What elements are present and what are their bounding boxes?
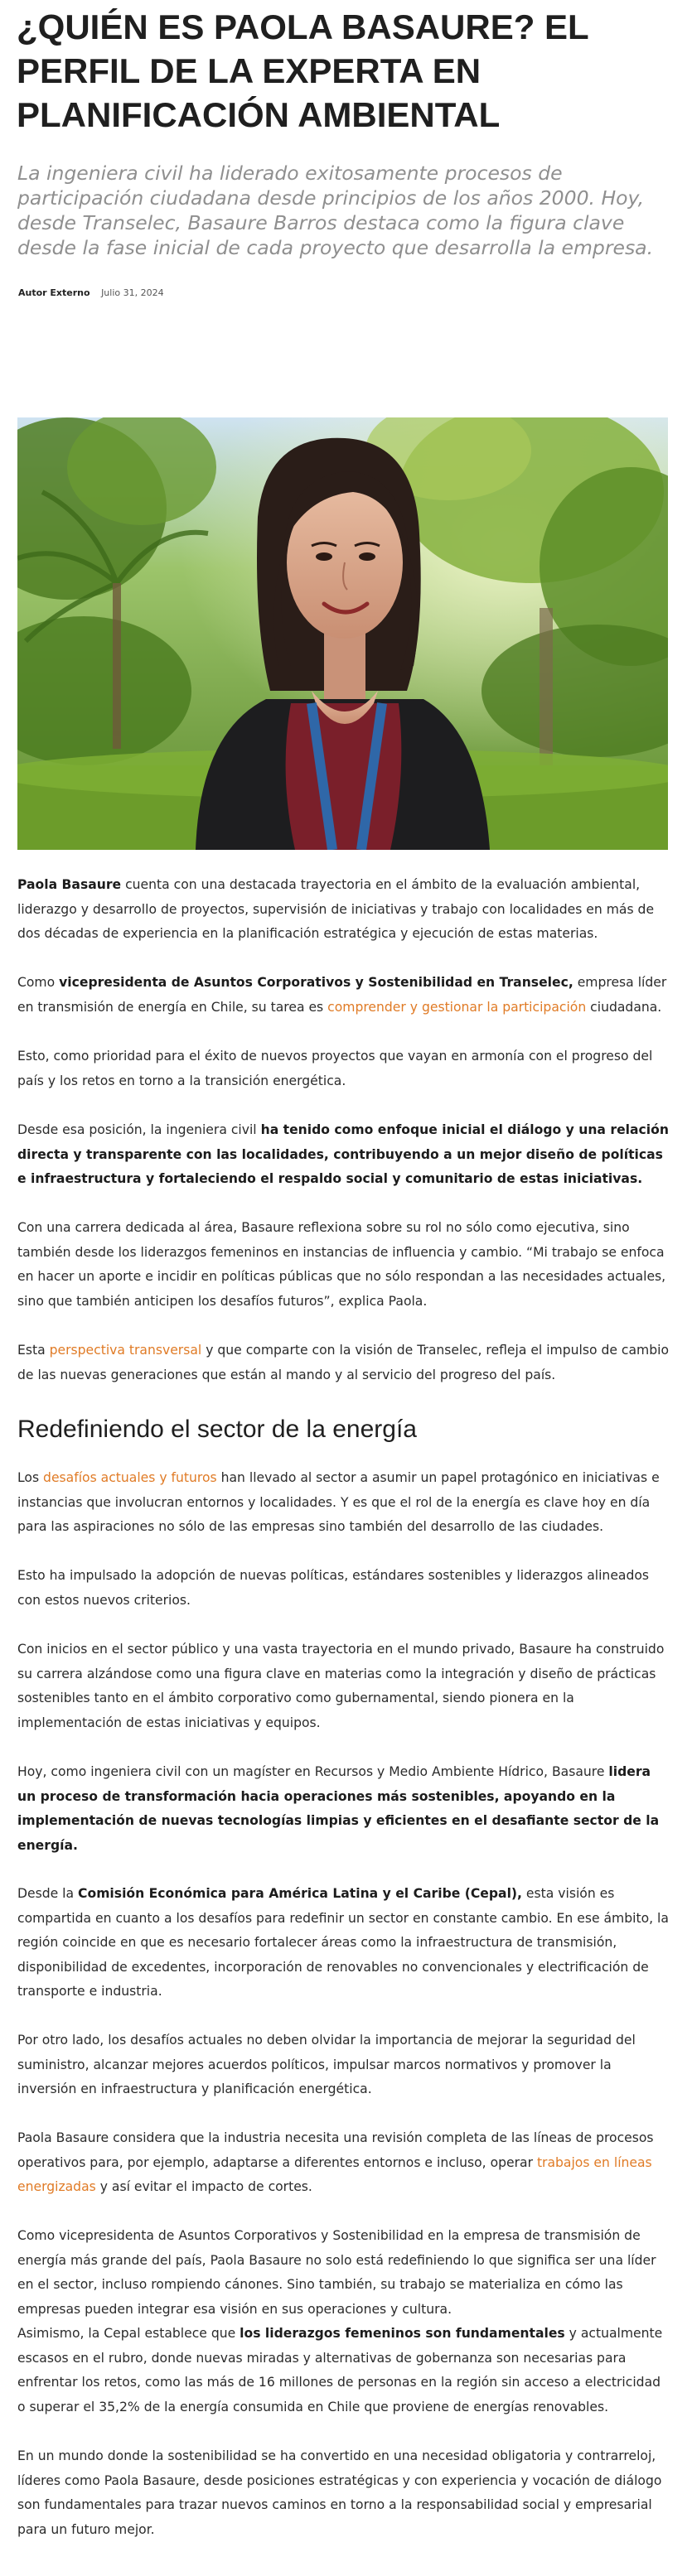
paragraph-15 <box>17 2322 670 2419</box>
paragraph-15-pre: Asimismo, la Cepal establece que <box>17 2326 240 2341</box>
paragraph-15-post: y actualmente escasos en el rubro, donde nuevas miradas y alternativas de gobernanza son necesarias para enfrentar los retos, como las más de 16 millones de personas en la región sin acceso a electricidad o superar el 35,2% de la energía consumida en Chile que proviene de energías renovables. <box>17 2326 663 2414</box>
paragraph-8: Esto ha impulsado la adopción de nuevas políticas, estándares sostenibles y liderazgos alineados con estos nuevos criterios. <box>17 1568 650 1608</box>
paragraph-7-pre: Los <box>17 1470 44 1485</box>
paragraph-4-pre: Desde esa posición, la ingeniera civil <box>17 1122 261 1137</box>
hero-image <box>17 417 668 850</box>
paragraph-1-strong: Paola Basaure <box>17 877 122 892</box>
tree-trunk <box>540 608 553 774</box>
paragraph-2 <box>17 971 670 1020</box>
paragraph-2-strong: vicepresidenta de Asuntos Corporativos y Sostenibilidad en Transelec, <box>59 975 573 990</box>
paragraph-6-post: y que comparte con la visión de Transelec, refleja el impulso de cambio de las nuevas generaciones que están al mando y al servicio del progreso del país. <box>17 1343 670 1382</box>
paragraph-13-post: y así evitar el impacto de cortes. <box>95 2179 312 2194</box>
paragraph-10 <box>17 1760 670 1858</box>
challenges-link[interactable]: desafíos actuales y futuros <box>43 1470 217 1485</box>
article-subtitle: La ingeniera civil ha liderado exitosamente procesos de participación ciudadana desde principios de los años 2000. Hoy, desde Transelec, Basaure Barros destaca como la figura clave desde la fase inicial de cada proyecto que desarrolla la empresa. <box>17 162 654 259</box>
article-meta <box>18 287 164 299</box>
paragraph-1-text: cuenta con una destacada trayectoria en el ámbito de la evaluación ambiental, liderazgo y desarrollo de proyectos, supervisión de iniciativas y trabajo con localidades en más de dos décadas de experiencia en la planificación estratégica y ejecución de estas materias. <box>17 877 655 941</box>
paragraph-11-strong: Comisión Económica para América Latina y el Caribe (Cepal), <box>78 1886 522 1901</box>
energized-lines-link[interactable]: trabajos en líneas energizadas <box>17 2154 652 2194</box>
paragraph-3: Esto, como prioridad para el éxito de nuevos proyectos que vayan en armonía con el progreso del país y los retos en torno a la transición energética. <box>17 1049 653 1088</box>
paragraph-2-pre: Como <box>17 975 60 990</box>
paragraph-4 <box>17 1118 670 1192</box>
paragraph-1 <box>17 873 670 947</box>
paragraph-11-post: esta visión es compartida en cuanto a los desafíos para redefinir un sector en constante cambio. En ese ámbito, la región coincide en que es necesario fortalecer áreas como la infraestructura de transmisión, disponibilidad de excedentes, incorporación de renovables no convencionales y electrificación de transporte e industria. <box>17 1886 669 1999</box>
paragraph-10-strong: lidera un proceso de transformación hacia operaciones más sostenibles, apoyando en la implementación de nuevas tecnologías limpias y eficientes en el desafiante sector de la energía. <box>17 1764 660 1853</box>
paragraph-6-pre: Esta <box>17 1343 50 1358</box>
paragraph-12: Por otro lado, los desafíos actuales no deben olvidar la importancia de mejorar la seguridad del suministro, alcanzar mejores acuerdos políticos, impulsar marcos normativos y promover la inversión en infraestructura y planificación energética. <box>17 2033 636 2096</box>
paragraph-13 <box>17 2126 670 2200</box>
paragraph-10-pre: Hoy, como ingeniera civil con un magíster en Recursos y Medio Ambiente Hídrico, Basaure <box>17 1764 609 1779</box>
paragraph-14: Como vicepresidenta de Asuntos Corporativos y Sostenibilidad en la empresa de transmisión de energía más grande del país, Paola Basaure no solo está redefiniendo lo que significa ser una líder en el sector, incluso rompiendo cánones. Sino también, su trabajo se materializa en cómo las empresas pueden integrar esa visión en sus operaciones y cultura. <box>17 2228 656 2317</box>
article-author[interactable]: Autor Externo <box>18 287 90 298</box>
paragraph-2-post: ciudadana. <box>586 999 662 1015</box>
participation-link[interactable]: comprender y gestionar la participación <box>327 999 587 1015</box>
perspective-link[interactable]: perspectiva transversal <box>49 1343 202 1358</box>
paragraph-11-pre: Desde la <box>17 1886 79 1901</box>
paragraph-6 <box>17 1339 670 1387</box>
paragraph-16: En un mundo donde la sostenibilidad se ha convertido en una necesidad obligatoria y contrarreloj, líderes como Paola Basaure, desde posiciones estratégicas y con experiencia y vocación de diálogo son fundamentales para trazar nuevos caminos en torno a la responsabilidad social y empresarial para un futuro mejor. <box>17 2448 662 2537</box>
paragraph-9: Con inicios en el sector público y una vasta trayectoria en el mundo privado, Basaure ha construido su carrera alzándose como una figura clave en materias como la integración y diseño de prácticas sostenibles tanto en el ámbito corporativo como gubernamental, siendo pionera en la implementación de estas iniciativas y equipos. <box>17 1642 665 1730</box>
paragraph-4-strong: ha tenido como enfoque inicial el diálogo y una relación directa y transparente con las localidades, contribuyendo a un mejor diseño de políticas e infraestructura y fortaleciendo el respaldo social y comunitario de estas iniciativas. <box>17 1122 669 1186</box>
paragraph-13-pre: Paola Basaure considera que la industria necesita una revisión completa de las líneas de procesos operativos para, por ejemplo, adaptarse a diferentes entornos e incluso, operar <box>17 2130 654 2170</box>
section-heading: Redefiniendo el sector de la energía <box>17 1416 417 1443</box>
paragraph-11 <box>17 1882 670 2004</box>
paragraph-7 <box>17 1466 670 1540</box>
paragraph-2-mid: empresa líder en transmisión de energía en Chile, su tarea es <box>17 975 667 1015</box>
paragraph-5: Con una carrera dedicada al área, Basaure reflexiona sobre su rol no sólo como ejecutiva, sino también desde los liderazgos femeninos en instancias de influencia y cambio. “Mi trabajo se enfoca en hacer un aporte e incidir en políticas públicas que no sólo respondan a las necesidades actuales, sino que también anticipen los desafíos futuros”, explica Paola. <box>17 1220 666 1309</box>
article-title: ¿QUIÉN ES PAOLA BASAURE? EL PERFIL DE LA EXPERTA EN PLANIFICACIÓN AMBIENTAL <box>17 7 588 134</box>
paragraph-15-strong: los liderazgos femeninos son fundamentales <box>240 2326 565 2341</box>
paragraph-7-post: han llevado al sector a asumir un papel protagónico en iniciativas e instancias que involucran entornos y localidades. Y es que el rol de la energía es clave hoy en día para las aspiraciones no sólo de las empresas sino también del desarrollo de las ciudades. <box>17 1470 660 1534</box>
article-date: Julio 31, 2024 <box>101 287 164 298</box>
